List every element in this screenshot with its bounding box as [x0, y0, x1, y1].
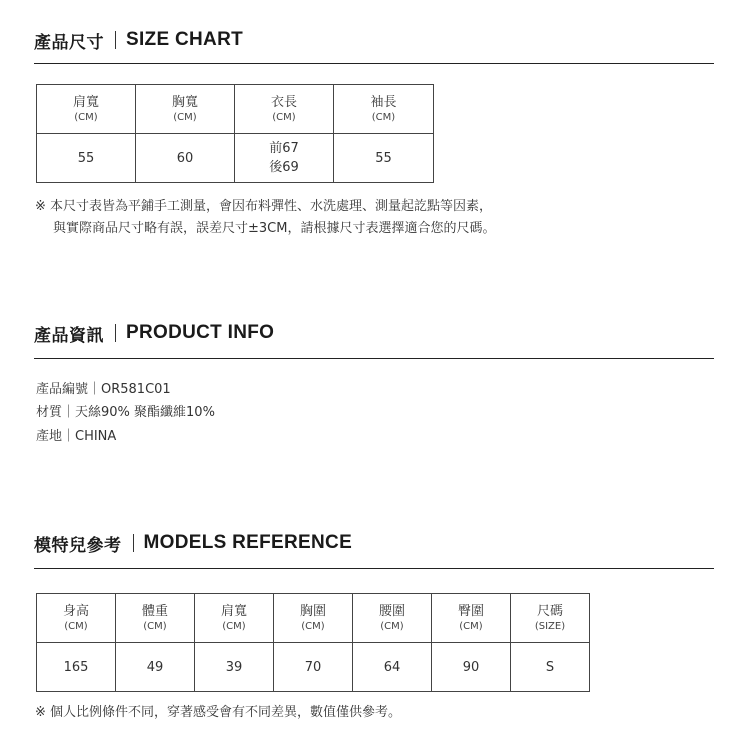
- length-back: 後69: [269, 160, 299, 175]
- size-chart-table: [36, 84, 434, 183]
- model-value-cell: 49: [116, 643, 195, 692]
- models-value-row: [37, 643, 590, 692]
- model-header-cell: [432, 594, 511, 643]
- models-reference-title-en: MODELS REFERENCE: [143, 532, 353, 553]
- size-header-cell: [235, 85, 334, 134]
- header-unit: (CM): [143, 621, 167, 632]
- header-unit: (CM): [64, 621, 88, 632]
- model-value-cell: 64: [353, 643, 432, 692]
- models-reference-title-zh: 模特兒參考: [34, 535, 122, 556]
- product-code-row: 產品編號｜OR581C01: [36, 382, 171, 397]
- size-header-cell: [136, 85, 235, 134]
- header-name: 胸寬: [171, 95, 198, 110]
- models-reference-heading: [34, 528, 352, 558]
- header-name: 衣長: [270, 95, 297, 110]
- model-header-cell: [195, 594, 274, 643]
- model-value-cell: 39: [195, 643, 274, 692]
- header-unit: (CM): [74, 112, 98, 123]
- title-divider: [115, 31, 116, 49]
- header-unit: (CM): [272, 112, 296, 123]
- header-unit: (CM): [301, 621, 325, 632]
- models-header-row: [37, 594, 590, 643]
- header-unit: (SIZE): [534, 621, 566, 632]
- product-info-title-zh: 產品資訊: [34, 325, 104, 346]
- model-value-cell: S: [511, 643, 590, 692]
- header-name: 尺碼: [536, 604, 563, 619]
- header-unit: (CM): [173, 112, 197, 123]
- size-chart-note-line2: 與實際商品尺寸略有誤，誤差尺寸±3CM，請根據尺寸表選擇適合您的尺碼。: [53, 221, 496, 236]
- size-chart-heading: [34, 25, 243, 55]
- header-name: 體重: [141, 604, 168, 619]
- title-divider: [115, 324, 116, 342]
- header-name: 袖長: [370, 95, 397, 110]
- model-header-cell: [511, 594, 590, 643]
- size-chart-title-zh: 產品尺寸: [34, 32, 104, 53]
- header-unit: (CM): [222, 621, 246, 632]
- model-value-cell: 165: [37, 643, 116, 692]
- size-chart-value-row: [37, 134, 434, 183]
- header-unit: (CM): [371, 112, 396, 123]
- model-header-cell: [116, 594, 195, 643]
- material-row: 材質｜天絲90% 聚酯纖維10%: [36, 405, 215, 420]
- header-name: 胸圍: [299, 604, 326, 619]
- header-name: 肩寬: [220, 604, 247, 619]
- title-divider: [133, 534, 134, 552]
- size-value-cell: 55: [37, 134, 136, 183]
- model-header-cell: [274, 594, 353, 643]
- product-info-rule: [34, 358, 714, 359]
- model-header-cell: [37, 594, 116, 643]
- header-name: 臀圍: [457, 604, 484, 619]
- models-reference-rule: [34, 568, 714, 569]
- header-name: 身高: [62, 604, 89, 619]
- header-unit: (CM): [380, 621, 404, 632]
- model-value-cell: 90: [432, 643, 511, 692]
- size-value-cell: 60: [136, 134, 235, 183]
- model-value-cell: 70: [274, 643, 353, 692]
- header-name: 腰圍: [378, 604, 405, 619]
- models-reference-note: ※ 個人比例條件不同，穿著感受會有不同差異，數值僅供參考。: [35, 705, 402, 720]
- size-value-cell: 55: [334, 134, 434, 183]
- size-chart-rule: [34, 63, 714, 64]
- product-info-title-en: PRODUCT INFO: [126, 322, 275, 343]
- size-chart-header-row: [37, 85, 434, 134]
- header-unit: (CM): [459, 621, 483, 632]
- models-reference-table: [36, 593, 590, 692]
- header-name: 肩寬: [72, 95, 99, 110]
- length-front: 前67: [269, 141, 299, 156]
- size-header-cell: [37, 85, 136, 134]
- product-info-heading: [34, 318, 274, 348]
- size-value-cell-length: [235, 134, 334, 183]
- model-header-cell: [353, 594, 432, 643]
- size-chart-note-line1: ※ 本尺寸表皆為平鋪手工測量，會因布料彈性、水洗處理、測量起訖點等因素，: [35, 199, 493, 214]
- size-chart-title-en: SIZE CHART: [126, 29, 243, 50]
- size-header-cell: [334, 85, 434, 134]
- origin-row: 產地｜CHINA: [36, 429, 117, 444]
